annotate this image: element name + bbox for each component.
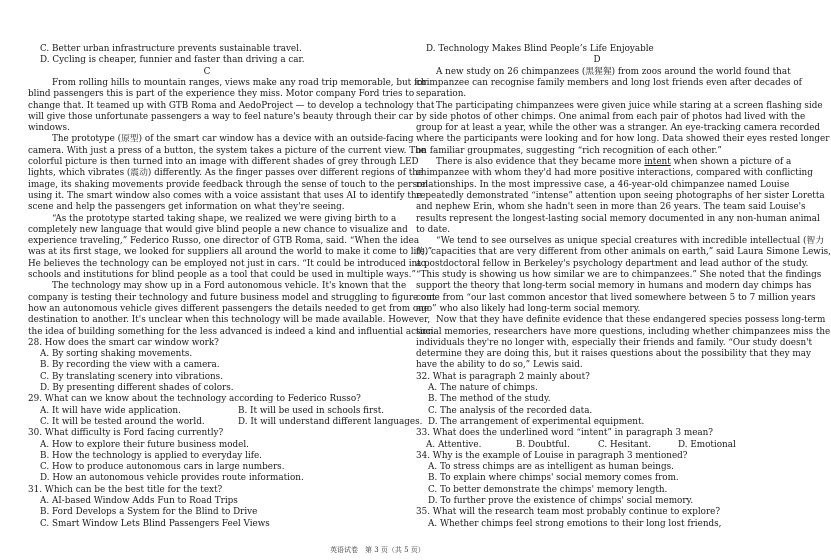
answer-option: D. To further prove the existence of chimps' social memory.	[428, 496, 694, 506]
answer-option: C. How to produce autonomous cars in large numbers.	[40, 462, 285, 473]
answer-option: B. It will be used in schools first.	[238, 405, 385, 416]
question-stem: 30. What difficulty is Ford facing currently?	[28, 428, 224, 439]
passage-line: destination to another. It's unclear when this technology will be made available. However,	[28, 315, 431, 326]
passage-line: social memories, researchers have more questions, including whether chimpanzees miss the	[416, 326, 831, 337]
passage-line: chimpanzee with whom they'd had more positive interactions, compared with conflicting	[416, 168, 813, 179]
answer-option: A. AI-based Window Adds Fun to Road Trips	[40, 496, 238, 506]
passage-line: experience traveling,” Federico Russo, one director of GTB Roma, said. “When the idea	[28, 236, 420, 247]
passage-line: support the theory that long-term social memory in humans and modern day chimps has	[416, 281, 812, 292]
passage-line: colorful picture is then turned into an image with different shades of grey through LED	[28, 157, 419, 167]
answer-option: C. To better demonstrate the chimps' memory length.	[428, 484, 668, 495]
option-line: D. Cycling is cheaper, funnier and faster than driving a car.	[40, 55, 305, 66]
passage-line: There is also evidence that they became more intent when shown a picture of a	[436, 157, 792, 167]
passage-line: change that. It teamed up with GTB Roma and AedoProject — to develop a technology that	[28, 100, 435, 111]
answer-option: C. It will be tested around the world.	[40, 416, 205, 427]
option-line: C. Better urban infrastructure prevents sustainable travel.	[40, 44, 302, 54]
question-stem: 29. What can we know about the technology according to Federico Russo?	[28, 394, 361, 405]
passage-line: image, its shaking movements provide feedback through the sense of touch to the person	[28, 179, 428, 190]
question-stem: 32. What is paragraph 2 mainly about?	[416, 371, 590, 382]
passage-line: will give those unfortunate passengers a way to feel nature's beauty through their car	[28, 111, 413, 122]
passage-line: using it. The smart window also comes with a voice assistant that uses AI to identify the	[28, 190, 422, 201]
passage-line: come from “our last common ancestor that lived somewhere between 5 to 7 million years	[416, 292, 816, 303]
answer-option: A. By sorting shaking movements.	[40, 349, 193, 360]
passage-line: The participating chimpanzees were given juice while staring at a screen flashing side	[436, 100, 823, 111]
answer-option: D. Emotional	[678, 439, 736, 450]
passage-line: chimpanzee can recognise family members and long lost friends even after decades of	[416, 77, 802, 88]
question-stem: 31. Which can be the best title for the text?	[28, 484, 223, 495]
passage-line: “We tend to see ourselves as unique special creatures with incredible intellectual (智力	[436, 236, 824, 247]
answer-option: B. By recording the view with a camera.	[40, 360, 220, 371]
passage-line: A new study on 26 chimpanzees (黑猩猩) from zoos around the world found that	[436, 66, 791, 77]
passage-line: results represent the longest-lasting social memory documented in any non-human animal	[416, 213, 820, 224]
passage-line: “This study is showing us how similar we are to chimpanzees.” She noted that the findings	[416, 270, 822, 280]
answer-option: B. Doubtful.	[516, 439, 570, 450]
passage-line: separation.	[416, 89, 467, 100]
question-stem: 34. Why is the example of Louise in paragraph 3 mentioned?	[416, 450, 688, 461]
passage-line: individuals they're no longer with, especially their friends and family. “Our study doesn't	[416, 337, 813, 348]
option-line: D. Technology Makes Blind People’s Life Enjoyable	[426, 44, 654, 54]
passage-line: schools and institutions for blind people as a tool that could be used in multiple ways.”	[28, 270, 416, 280]
answer-option: A. To stress chimps are as intelligent as human beings.	[428, 462, 674, 473]
passage-line: company is testing their technology and future business model and struggling to figure out	[28, 292, 436, 303]
passage-line: relationships. In the most impressive case, a 46-year-old chimpanzee named Louise	[416, 179, 790, 190]
passage-line: completely new language that would give blind people a new chance to visualize and	[28, 224, 408, 235]
answer-option: C. By translating scenery into vibrations.	[40, 371, 223, 382]
passage-line: was at its first stage, we looked for suppliers all around the world to make it come to life.”	[28, 247, 433, 258]
answer-option: D. The arrangement of experimental equipment.	[428, 416, 645, 427]
passage-line: ago” who also likely had long-term social memory.	[416, 303, 641, 314]
underlined-word: intent	[644, 157, 671, 167]
passage-line: scene and help the passengers get information on what they're seeing.	[28, 202, 345, 213]
answer-option: C. Smart Window Lets Blind Passengers Feel Views	[40, 518, 270, 529]
answer-option: B. How the technology is applied to everyday life.	[40, 450, 262, 461]
answer-option: A. The nature of chimps.	[428, 383, 538, 393]
answer-option: B. Ford Develops a System for the Blind to Drive	[40, 507, 258, 518]
answer-option: A. How to explore their future business model.	[40, 439, 249, 450]
passage-line: and nephew Erin, whom she hadn't seen in more than 26 years. The team said Louise's	[416, 202, 806, 213]
passage-line: where the participants were looking and for how long. Data showed their eyes rested longer	[416, 134, 830, 145]
passage-line: The technology may show up in a Ford autonomous vehicle. It's known that the	[52, 281, 407, 292]
section-heading: D	[593, 55, 601, 66]
passage-line: camera. With just a press of a button, the system takes a picture of the current view. The	[28, 145, 427, 156]
page-footer: 英语试卷 第 3 页（共 5 页）	[330, 546, 425, 554]
answer-option: A. It will have wide application.	[40, 405, 181, 416]
passage-line: From rolling hills to mountain ranges, views make any road trip memorable, but for	[52, 77, 427, 88]
answer-option: B. The method of the study.	[428, 394, 551, 405]
answer-option: C. The analysis of the recorded data.	[428, 405, 593, 416]
passage-line: repeatedly demonstrated “intense” attention upon seeing photographs of her sister Loretta	[416, 190, 825, 201]
answer-option: D. It will understand different languages.	[238, 416, 423, 427]
answer-option: D. How an autonomous vehicle provides route information.	[40, 473, 304, 484]
passage-line: 的) capacities that are very different from other animals on earth,” said Laura Simone Lewis,	[416, 247, 831, 258]
passage-line: determine they are doing this, but it raises questions about the possibility that they may	[416, 349, 811, 360]
passage-line: on familiar groupmates, suggesting “rich recognition of each other.”	[416, 145, 722, 156]
question-stem: 28. How does the smart car window work?	[28, 337, 219, 348]
passage-line: He believes the technology can be employed not just in cars. “It could be introduced into	[28, 258, 427, 269]
passage-line: “As the prototype started taking shape, we realized we were giving birth to a	[52, 213, 397, 224]
answer-option: C. Hesitant.	[598, 439, 651, 450]
passage-line: have the ability to do so,” Lewis said.	[416, 360, 583, 371]
answer-option: D. By presenting different shades of colors.	[40, 383, 234, 393]
passage-line: how an autonomous vehicle gives different passengers the details needed to get from one	[28, 303, 430, 314]
question-stem: 35. What will the research team most probably continue to explore?	[416, 507, 721, 518]
answer-option: A. Attentive.	[426, 439, 482, 450]
passage-line: The prototype (原型) of the smart car window has a device with an outside-facing	[52, 134, 414, 145]
passage-line: a postdoctoral fellow in Berkeley's psychology department and lead author of the study.	[416, 258, 809, 269]
question-stem: 33. What does the underlined word “intent” in paragraph 3 mean?	[416, 428, 714, 439]
passage-line: lights, which vibrates (震动) differently. As the finger passes over different regions of the	[28, 168, 424, 179]
section-heading: C	[203, 66, 211, 77]
passage-line: to date.	[416, 224, 451, 235]
answer-option: A. Whether chimps feel strong emotions to their long lost friends,	[428, 518, 722, 529]
passage-line: group for at least a year, while the other was a stranger. An eye-tracking camera recorded	[416, 123, 821, 134]
passage-line: Now that they have definite evidence that these endangered species possess long-term	[436, 315, 826, 326]
answer-option: B. To explain where chimps' social memory comes from.	[428, 473, 679, 484]
passage-line: the idea of building something for the less advanced is indeed a kind and influential action.	[28, 326, 437, 337]
passage-line: blind passengers this is part of the experience they miss. Motor company Ford tries to	[28, 89, 415, 100]
passage-line: by side photos of other chimps. One animal from each pair of photos had lived with the	[416, 111, 806, 122]
passage-line: windows.	[28, 123, 70, 134]
